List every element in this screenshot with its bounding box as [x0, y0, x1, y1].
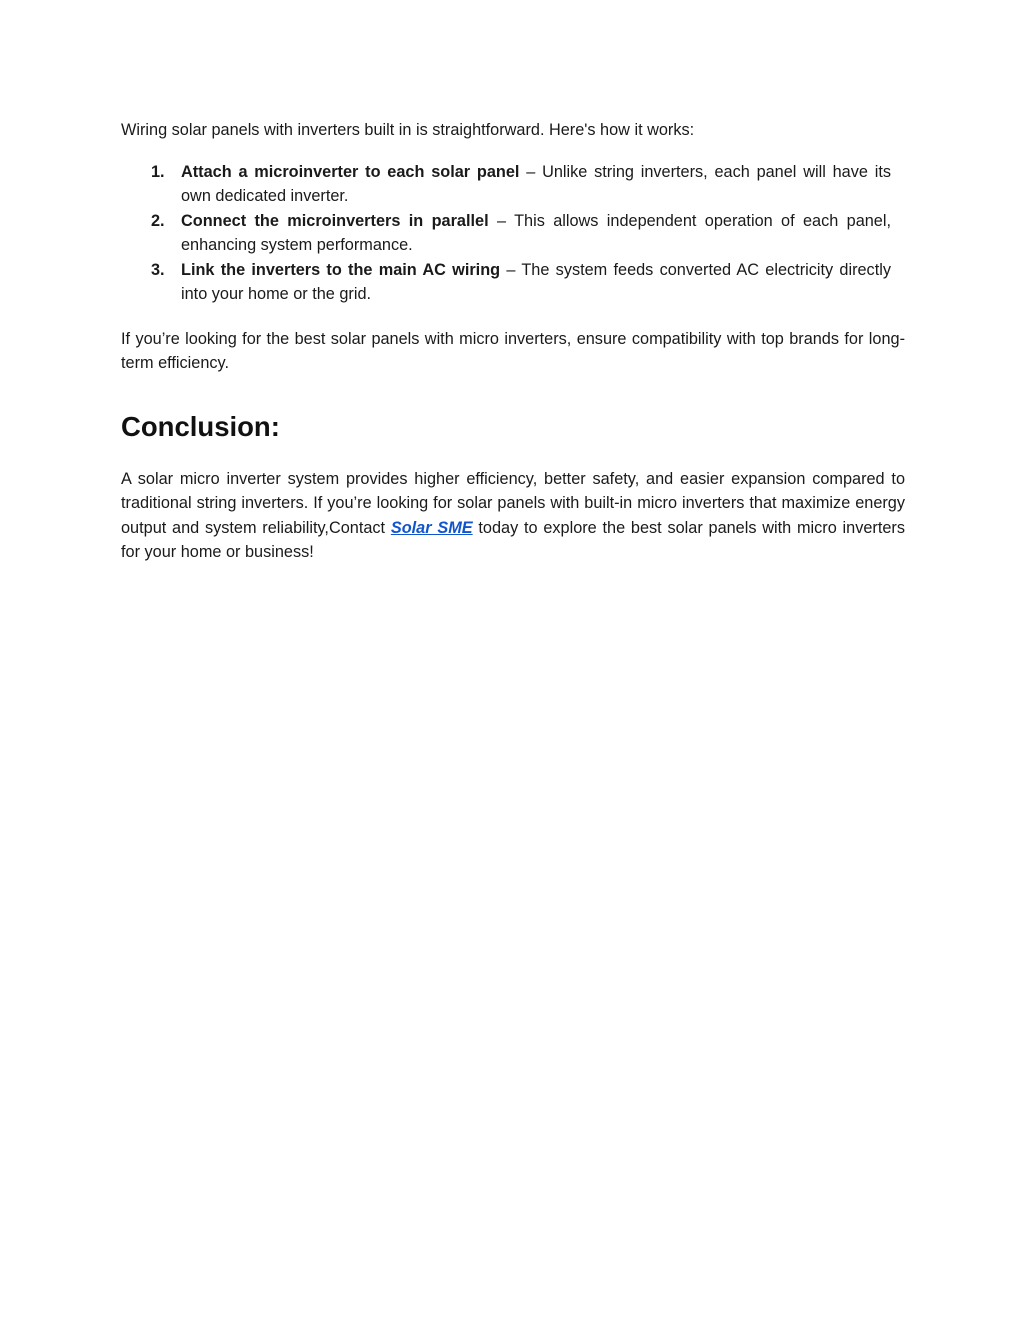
step-description: – This allows independent operation of each panel, enhancing system performance. — [181, 211, 891, 254]
solar-sme-link[interactable]: Solar SME — [390, 518, 473, 537]
step-title: Attach a microinverter to each solar panel — [181, 162, 520, 181]
step-title: Connect the microinverters in parallel — [181, 211, 489, 230]
document-page — [121, 118, 905, 565]
step-description: – The system feeds converted AC electricity directly into your home or the grid. — [181, 260, 891, 303]
list-item — [151, 209, 891, 258]
list-item — [151, 160, 891, 209]
compatibility-paragraph: If you’re looking for the best solar panels with micro inverters, ensure compatibility with top brands for long-term efficiency. — [121, 329, 905, 372]
conclusion-text-start: A solar micro inverter system provides higher efficiency, better safety, and easier expansion compared to traditional string inverters. If you’re looking for solar panels with built-in micro inverters that maximize energy output and system reliability,Contact — [121, 469, 905, 537]
step-number: 1. — [151, 162, 165, 181]
intro-paragraph: Wiring solar panels with inverters built in is straightforward. Here's how it works: — [121, 121, 695, 139]
step-number: 3. — [151, 260, 165, 279]
list-item — [151, 258, 891, 307]
conclusion-paragraph — [121, 467, 905, 565]
step-title: Link the inverters to the main AC wiring — [181, 260, 501, 279]
conclusion-heading: Conclusion: — [121, 410, 280, 442]
step-number: 2. — [151, 211, 165, 230]
conclusion-text-end: today to explore the best solar panels with micro inverters for your home or business! — [121, 518, 905, 561]
step-description: – Unlike string inverters, each panel will have its own dedicated inverter. — [181, 162, 891, 205]
wiring-steps-list — [121, 160, 891, 307]
